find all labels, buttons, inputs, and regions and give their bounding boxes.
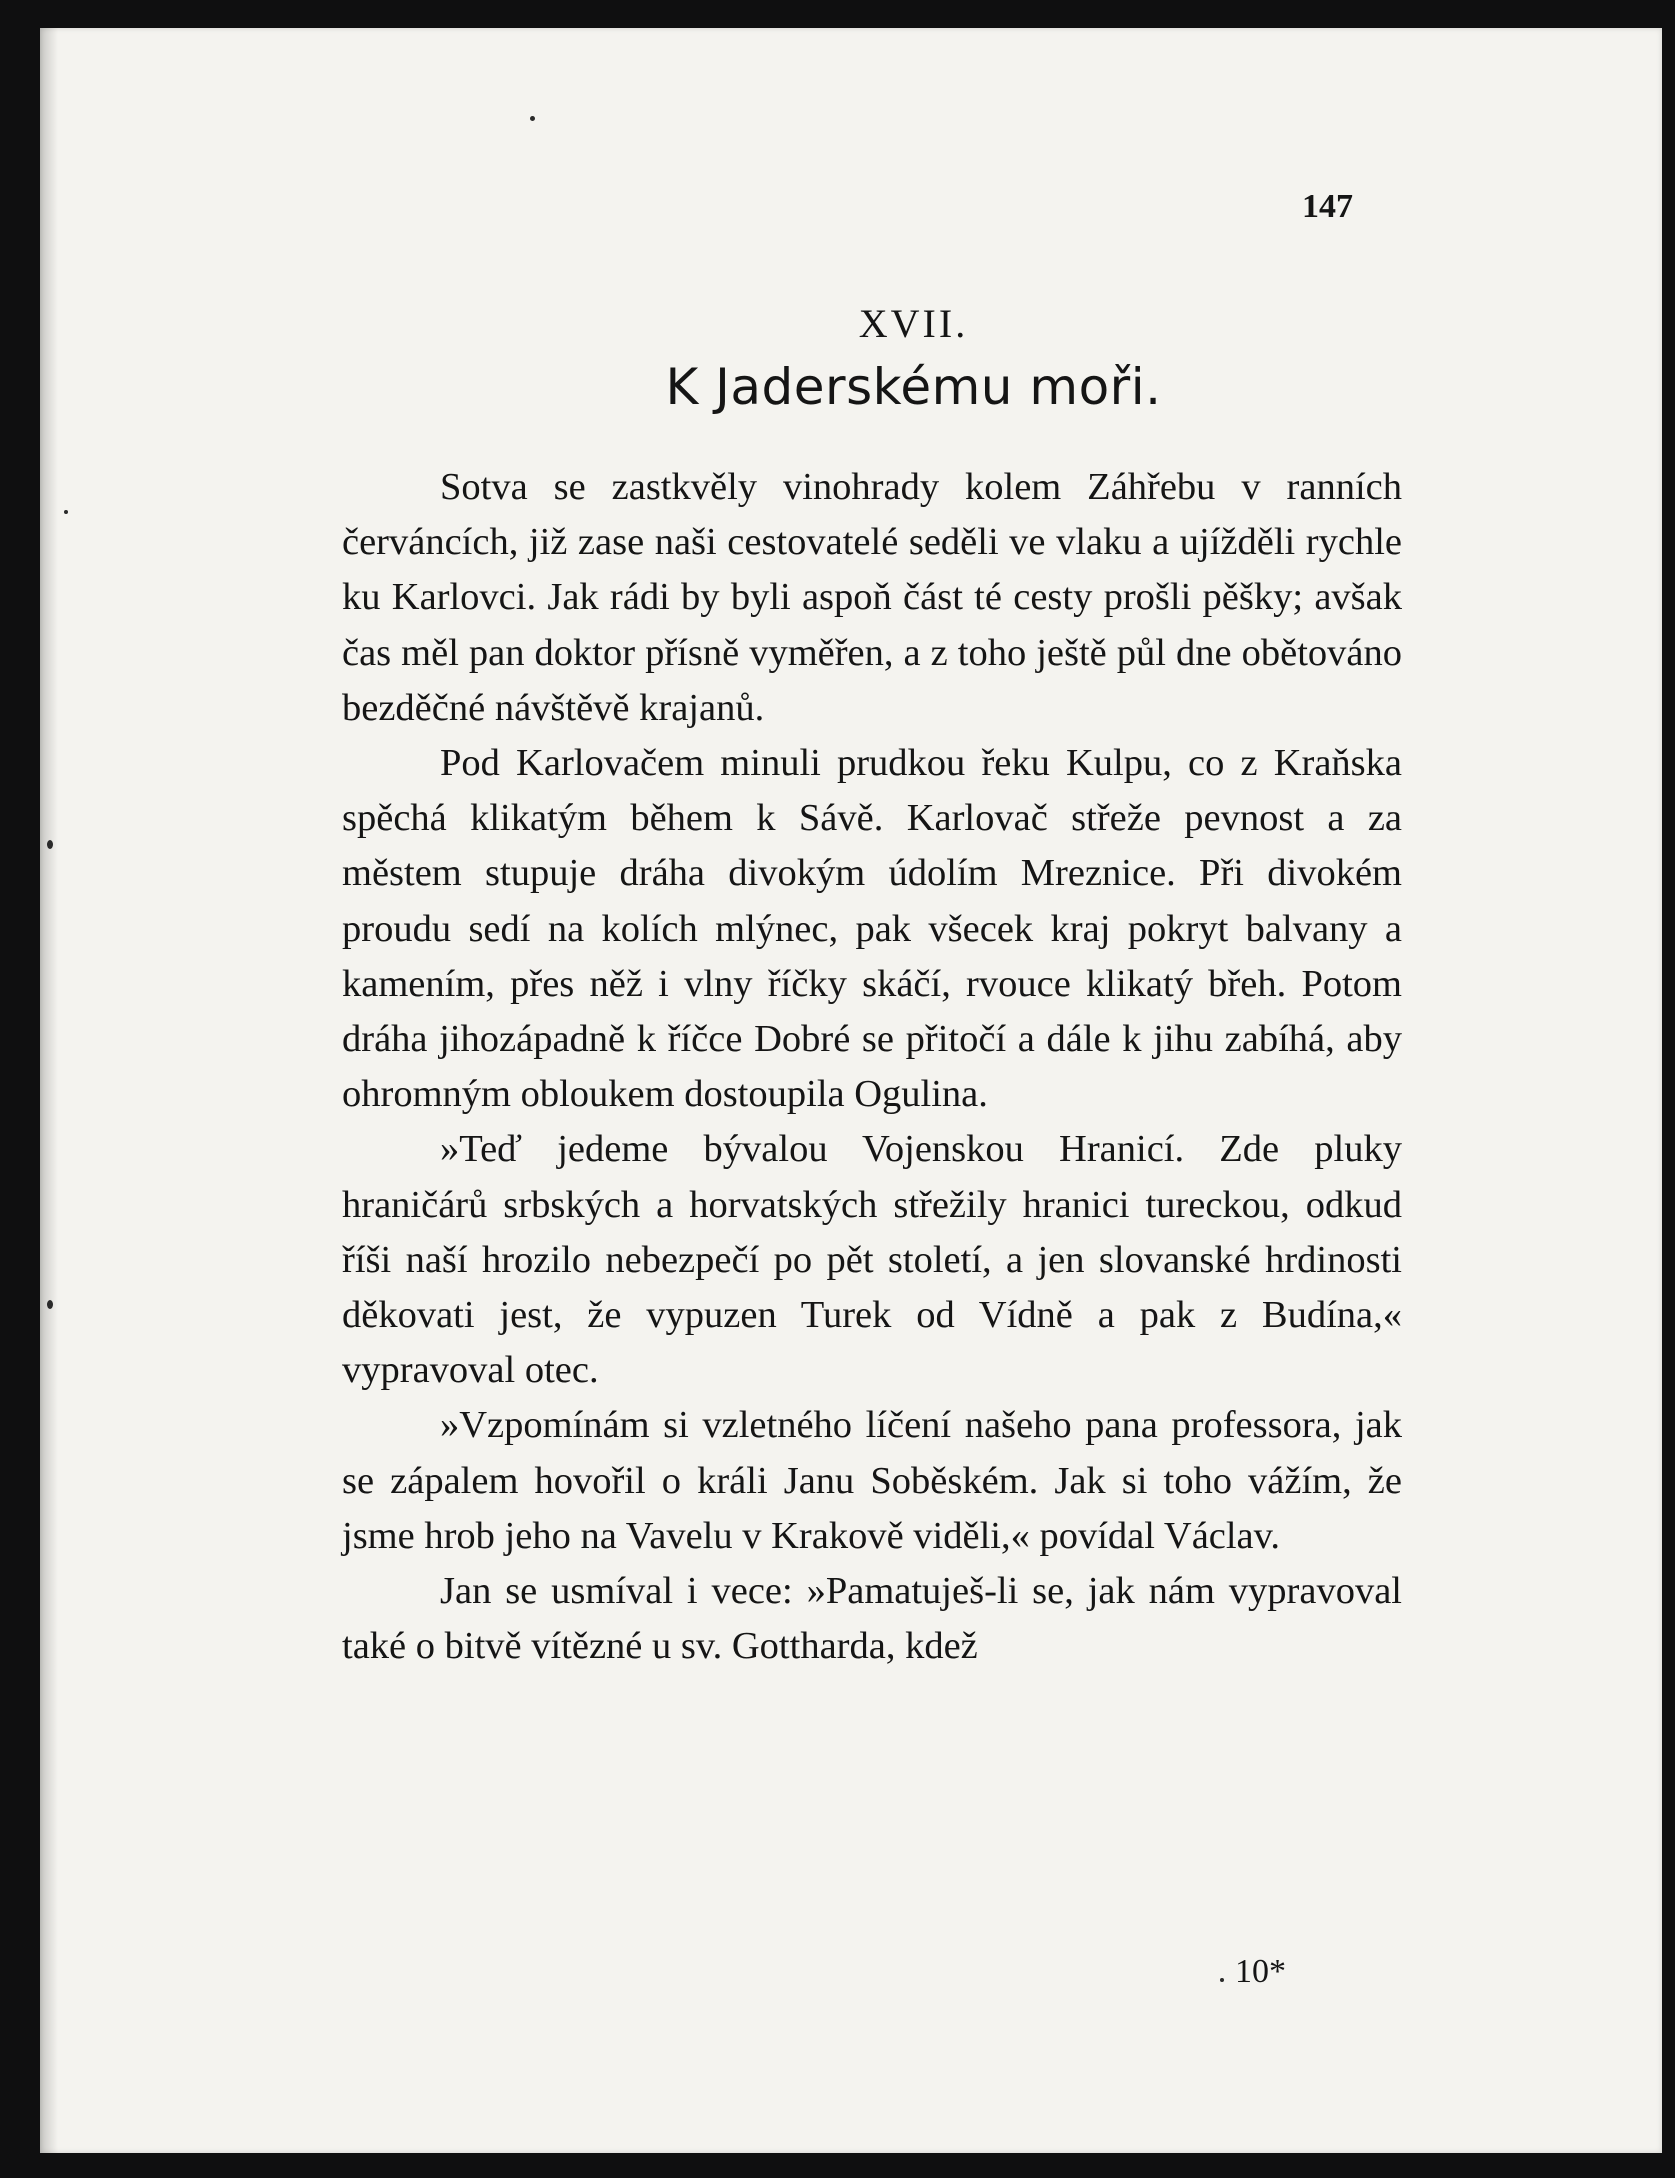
paragraph: Sotva se zastkvěly vinohrady kolem Záhřebu v ranních červáncích, již zase naši cestovatelé seděli ve vlaku a ujížděli rychle ku Karlovci. Jak rádi by byli aspoň část té cesty prošli pěšky; avšak čas měl pan doktor přísně vyměřen, a z toho ještě půl dne obětováno bezděčné návštěvě krajanů. (342, 466, 1402, 729)
dust-speck (64, 510, 68, 514)
dust-speck (47, 840, 53, 849)
dust-speck (47, 1300, 53, 1309)
book-page (40, 28, 1662, 2153)
chapter-title: K Jaderskému moři. (665, 358, 1162, 416)
body-text (342, 460, 1402, 1674)
dust-speck (1220, 1978, 1224, 1982)
paragraph: »Vzpomínám si vzletného líčení našeho pana professora, jak se zápalem hovořil o králi Janu Soběském. Jak si toho vážím, že jsme hrob jeho na Vavelu v Krakově viděli,« povídal Václav. (342, 1404, 1402, 1557)
signature-mark: 10* (1235, 1953, 1286, 1990)
paragraph: Jan se usmíval i vece: »Pamatuješ-li se, jak nám vypravoval také o bitvě vítězné u sv. Gottharda, kdež (342, 1570, 1402, 1668)
paragraph: Pod Karlovačem minuli prudkou řeku Kulpu, co z Kraňska spěchá klikatým během k Sávě. Karlovač střeže pevnost a za městem stupuje dráha divokým údolím Mreznice. Při divokém proudu sedí na kolích mlýnec, pak všecek kraj pokryt balvany a kamením, přes něž i vlny říčky skáčí, rvouce klikatý břeh. Potom dráha jihozápadně k říčce Dobré se přitočí a dále k jihu zabíhá, aby ohromným obloukem dostoupila Ogulina. (342, 742, 1402, 1116)
page-number: 147 (1302, 188, 1353, 225)
dust-speck (530, 116, 535, 121)
paragraph: »Teď jedeme bývalou Vojenskou Hranicí. Zde pluky hraničárů srbských a horvatských střežily hranici tureckou, odkud říši naší hrozilo nebezpečí po pět století, a jen slovanské hrdinosti děkovati jest, že vypuzen Turek od Vídně a pak z Budína,« vypravoval otec. (342, 1128, 1402, 1392)
chapter-number: XVII. (858, 301, 969, 346)
